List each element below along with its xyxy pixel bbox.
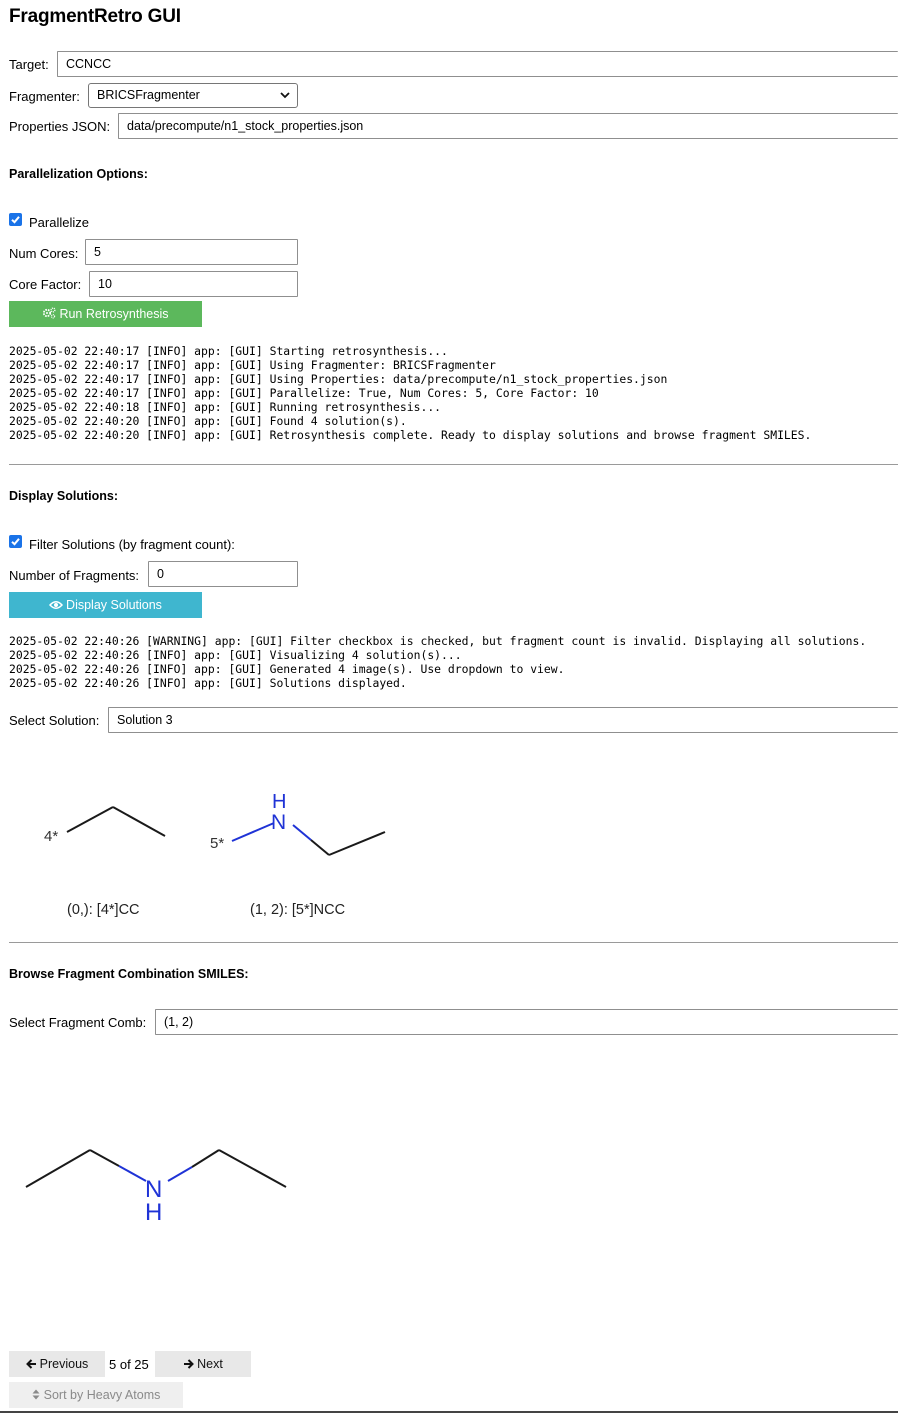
num-fragments-label: Number of Fragments:	[9, 568, 140, 583]
eye-icon	[49, 600, 63, 610]
log-line: 2025-05-02 22:40:17 [INFO] app: [GUI] Starting retrosynthesis...	[9, 344, 448, 358]
fragment-molecule-1	[205, 785, 395, 865]
log-line: 2025-05-02 22:40:17 [INFO] app: [GUI] Using Properties: data/precompute/n1_stock_properties.json	[9, 372, 668, 386]
sort-label: Sort by Heavy Atoms	[43, 1388, 161, 1402]
bond	[232, 823, 274, 841]
next-label: Next	[197, 1357, 223, 1371]
core-factor-label: Core Factor:	[9, 277, 82, 292]
parallelize-checkbox[interactable]	[9, 213, 22, 226]
log-line: 2025-05-02 22:40:17 [INFO] app: [GUI] Parallelize: True, Num Cores: 5, Core Factor: 10	[9, 386, 599, 400]
target-label: Target:	[9, 57, 49, 72]
properties-input[interactable]: data/precompute/n1_stock_properties.json	[118, 113, 898, 139]
sort-by-heavy-atoms-button[interactable]	[9, 1382, 183, 1408]
parallelize-label: Parallelize	[29, 215, 89, 230]
log-line: 2025-05-02 22:40:18 [INFO] app: [GUI] Running retrosynthesis...	[9, 400, 442, 414]
select-fragment-comb-label: Select Fragment Comb:	[9, 1015, 147, 1030]
bond	[219, 1150, 286, 1187]
bond	[119, 1166, 146, 1181]
bond	[293, 825, 311, 840]
divider	[9, 942, 898, 943]
run-retrosynthesis-label: Run Retrosynthesis	[59, 307, 169, 321]
bond	[192, 1150, 219, 1167]
page-title: FragmentRetro GUI	[9, 6, 181, 27]
page-status: 5 of 25	[109, 1357, 149, 1372]
display-solutions-label: Display Solutions	[66, 598, 162, 612]
chevron-down-icon	[279, 89, 291, 101]
log-line: 2025-05-02 22:40:26 [WARNING] app: [GUI] Filter checkbox is checked, but fragment count is invalid. Displaying all solutions.	[9, 634, 867, 648]
checkmark-icon	[10, 214, 21, 225]
fragmenter-select[interactable]	[88, 83, 298, 108]
log-line: 2025-05-02 22:40:26 [INFO] app: [GUI] Generated 4 image(s). Use dropdown to view.	[9, 662, 565, 676]
fragment-molecule-0	[30, 790, 180, 860]
bond	[67, 807, 113, 832]
bond	[311, 840, 329, 855]
parallel-heading: Parallelization Options:	[9, 167, 148, 181]
select-solution-dropdown[interactable]: Solution 3	[108, 707, 898, 733]
num-cores-input[interactable]: 5	[85, 239, 298, 265]
log-line: 2025-05-02 22:40:26 [INFO] app: [GUI] Solutions displayed.	[9, 676, 407, 690]
n-atom-label: N	[271, 811, 287, 834]
arrow-left-icon	[26, 1359, 37, 1369]
h-atom-label: H	[145, 1199, 163, 1226]
fragmenter-select-value: BRICSFragmenter	[97, 88, 200, 102]
next-button[interactable]	[155, 1351, 251, 1377]
log-line: 2025-05-02 22:40:20 [INFO] app: [GUI] Found 4 solution(s).	[9, 414, 407, 428]
display-log	[9, 634, 866, 690]
h-atom-label: H	[272, 791, 287, 813]
combination-molecule	[20, 1140, 300, 1230]
window-bottom-border	[0, 1411, 898, 1413]
fragment-caption-0: (0,): [4*]CC	[67, 902, 140, 918]
divider	[9, 464, 898, 465]
bond	[90, 1150, 119, 1166]
checkmark-icon	[10, 536, 21, 547]
num-fragments-input[interactable]: 0	[148, 561, 298, 587]
gears-icon	[42, 307, 56, 319]
browse-heading: Browse Fragment Combination SMILES:	[9, 967, 249, 981]
display-heading: Display Solutions:	[9, 489, 119, 503]
run-log	[9, 344, 811, 442]
bond	[113, 807, 165, 836]
bond	[26, 1150, 90, 1187]
bond	[168, 1167, 192, 1181]
run-retrosynthesis-button[interactable]	[9, 301, 202, 327]
filter-checkbox[interactable]	[9, 535, 22, 548]
filter-label: Filter Solutions (by fragment count):	[29, 537, 235, 552]
select-solution-label: Select Solution:	[9, 713, 100, 728]
dummy-atom-label: 4*	[44, 828, 59, 845]
n-atom-label: N	[145, 1176, 163, 1203]
display-solutions-button[interactable]	[9, 592, 202, 618]
properties-label: Properties JSON:	[9, 119, 111, 134]
previous-label: Previous	[39, 1357, 89, 1371]
log-line: 2025-05-02 22:40:26 [INFO] app: [GUI] Visualizing 4 solution(s)...	[9, 648, 462, 662]
arrow-right-icon	[183, 1359, 194, 1369]
previous-button[interactable]	[9, 1351, 105, 1377]
target-input[interactable]: CCNCC	[57, 51, 898, 77]
num-cores-label: Num Cores:	[9, 246, 79, 261]
dummy-atom-label: 5*	[210, 835, 225, 852]
select-fragment-comb-dropdown[interactable]: (1, 2)	[155, 1009, 898, 1035]
fragmenter-label: Fragmenter:	[9, 89, 80, 104]
sort-icon	[32, 1389, 40, 1400]
core-factor-input[interactable]: 10	[89, 271, 298, 297]
log-line: 2025-05-02 22:40:17 [INFO] app: [GUI] Using Fragmenter: BRICSFragmenter	[9, 358, 496, 372]
bond	[329, 832, 385, 855]
fragment-caption-1: (1, 2): [5*]NCC	[250, 902, 346, 918]
log-line: 2025-05-02 22:40:20 [INFO] app: [GUI] Retrosynthesis complete. Ready to display solutions and browse fragment SMILES.	[9, 428, 812, 442]
